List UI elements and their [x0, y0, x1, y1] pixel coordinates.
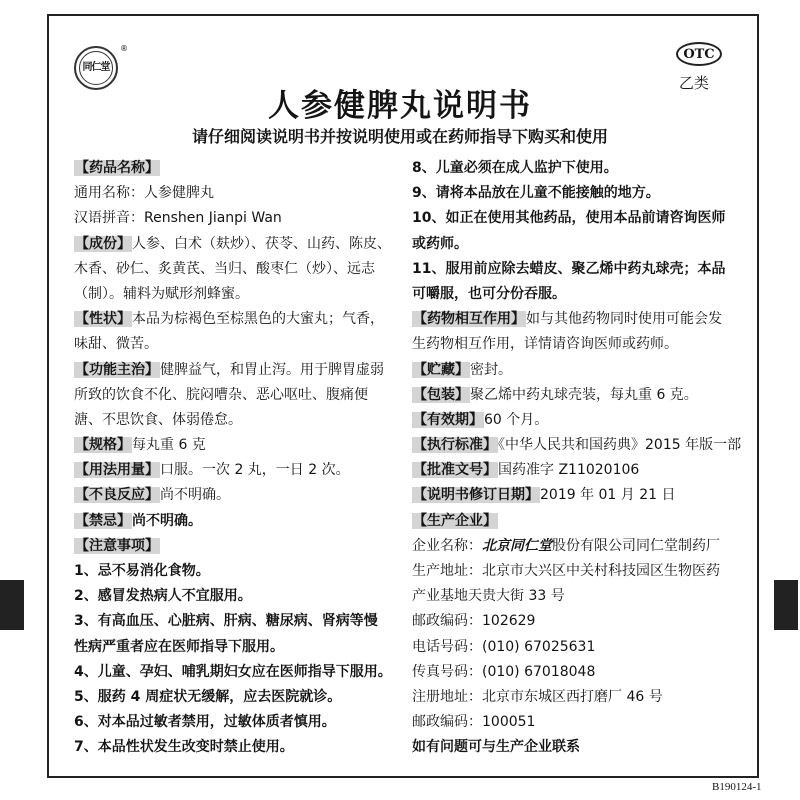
print-code: B190124-1 [712, 781, 762, 793]
label: 企业名称： [412, 537, 482, 554]
heading: 【用法用量】 [75, 462, 159, 479]
left-column [74, 156, 398, 761]
heading: 【贮藏】 [413, 361, 469, 378]
page-title: 人参健脾丸说明书 [268, 88, 532, 124]
label: 生产地址： [412, 563, 482, 579]
precaution-10a: 10、如正在使用其他药品，使用本品前请咨询医师 [412, 210, 726, 227]
right-column [412, 156, 742, 761]
heading: 【规格】 [75, 437, 131, 454]
section-usage [74, 458, 398, 483]
otc-badge: OTC [676, 42, 722, 66]
heading: 【药品名称】 [75, 160, 159, 176]
label: 通用名称： [74, 185, 144, 202]
interactions-line-2: 生药物相互作用，详情请咨询医师或药师。 [412, 336, 678, 353]
section-validity [412, 408, 742, 433]
function-line-3: 溏、不思饮食、体弱倦怠。 [74, 411, 242, 428]
section-ingredients [74, 232, 398, 257]
fax-line [412, 660, 742, 685]
company-name-line [412, 534, 742, 559]
page-subtitle: 请仔细阅读说明书并按说明使用或在药师指导下购买和使用 [191, 127, 608, 146]
heading: 【功能主治】 [75, 361, 159, 378]
text: 口服。一次 2 丸，一日 2 次。 [160, 462, 350, 479]
section-interactions [412, 307, 742, 332]
section-drug-name [74, 156, 398, 181]
registered-address-line [412, 685, 742, 710]
section-properties [74, 307, 398, 332]
heading: 【有效期】 [413, 411, 483, 428]
section-precautions [74, 534, 398, 559]
pinyin-line [74, 206, 398, 231]
section-manufacturer [412, 509, 742, 534]
precaution-6: 6、对本品过敏者禁用，过敏体质者慎用。 [74, 714, 336, 731]
label: 电话号码： [412, 638, 482, 655]
section-function [74, 358, 398, 383]
right-edge-marker [774, 580, 798, 630]
brand-mark: 北京同仁堂 [482, 537, 552, 554]
precaution-7: 7、本品性状发生改变时禁止使用。 [74, 739, 294, 756]
precaution-4: 4、儿童、孕妇、哺乳期妇女应在医师指导下服用。 [74, 663, 392, 680]
logo-text: 同仁堂 [79, 51, 113, 85]
ingredients-line-2: 木香、砂仁、炙黄芪、当归、酸枣仁（炒）、远志 [74, 260, 375, 277]
heading: 【成份】 [75, 235, 131, 252]
generic-name-line [74, 181, 398, 206]
section-spec [74, 433, 398, 458]
text: 尚不明确。 [160, 487, 230, 504]
section-storage [412, 358, 742, 383]
heading: 【性状】 [75, 311, 131, 328]
precaution-9: 9、请将本品放在儿童不能接触的地方。 [412, 185, 660, 202]
production-address-line [412, 559, 742, 584]
heading: 【包装】 [413, 386, 469, 403]
section-approval [412, 458, 742, 483]
phone-line [412, 635, 742, 660]
heading: 【注意事项】 [75, 537, 159, 554]
heading: 【说明书修订日期】 [413, 487, 539, 504]
label: 邮政编码： [412, 714, 482, 731]
label: 注册地址： [412, 688, 482, 705]
value: (010) 67025631 [482, 638, 596, 655]
text: 60 个月。 [484, 411, 549, 428]
text: 本品为棕褐色至棕黑色的大蜜丸；气香， [132, 311, 384, 328]
section-adverse [74, 483, 398, 508]
text: 2019 年 01 月 21 日 [540, 487, 676, 504]
value: 股份有限公司同仁堂制药厂 [552, 537, 720, 554]
label: 邮政编码： [412, 613, 482, 630]
left-edge-marker [0, 580, 24, 630]
value: 人参健脾丸 [144, 185, 214, 202]
heading: 【禁忌】 [75, 512, 131, 529]
precaution-3a: 3、有高血压、心脏病、肝病、糖尿病、肾病等慢 [74, 613, 378, 630]
section-package [412, 383, 742, 408]
production-address-line-2: 产业基地天贵大街 33 号 [412, 588, 565, 605]
heading: 【批准文号】 [413, 462, 497, 479]
section-standard [412, 433, 742, 458]
properties-line-2: 味甜、微苦。 [74, 336, 158, 353]
precaution-11a: 11、服用前应除去蜡皮、聚乙烯中药丸球壳；本品 [412, 260, 726, 277]
section-revision [412, 483, 742, 508]
value: 北京市大兴区中关村科技园区生物医药 [482, 563, 720, 579]
text: 人参、白术（麸炒）、茯苓、山药、陈皮、 [132, 235, 391, 252]
precaution-1: 1、忌不易消化食物。 [74, 563, 210, 579]
text: 《中华人民共和国药典》2015 年版一部 [498, 437, 742, 454]
registered-mark: ® [120, 44, 128, 53]
value: (010) 67018048 [482, 663, 596, 680]
text: 聚乙烯中药丸球壳装，每丸重 6 克。 [470, 386, 698, 403]
text: 尚不明确。 [132, 512, 202, 529]
text: 健脾益气，和胃止泻。用于脾胃虚弱 [160, 361, 384, 378]
value: Renshen Jianpi Wan [144, 210, 282, 227]
label: 汉语拼音： [74, 210, 144, 227]
heading: 【执行标准】 [413, 437, 497, 454]
value: 102629 [482, 613, 536, 630]
precaution-5: 5、服药 4 周症状无缓解，应去医院就诊。 [74, 688, 342, 705]
function-line-2: 所致的饮食不化、脘闷嘈杂、恶心呕吐、腹痛便 [74, 386, 368, 403]
ingredients-line-3: （制）。辅料为赋形剂蜂蜜。 [74, 285, 249, 302]
text: 如与其他药物同时使用可能会发 [526, 311, 722, 328]
otc-class: 乙类 [679, 74, 710, 92]
label: 传真号码： [412, 663, 482, 680]
heading: 【生产企业】 [413, 512, 497, 529]
precaution-2: 2、感冒发热病人不宜服用。 [74, 588, 252, 605]
heading: 【不良反应】 [75, 487, 159, 504]
registered-postcode-line [412, 710, 742, 735]
text: 每丸重 6 克 [132, 437, 206, 454]
value: 100051 [482, 714, 536, 731]
postcode-line [412, 609, 742, 634]
value: 北京市东城区西打磨厂 46 号 [482, 688, 663, 705]
text: 密封。 [470, 361, 512, 378]
precaution-10b: 或药师。 [412, 235, 468, 252]
contact-note: 如有问题可与生产企业联系 [412, 739, 580, 756]
precaution-3b: 性病严重者应在医师指导下服用。 [74, 638, 284, 655]
section-contraindications [74, 509, 398, 534]
precaution-8: 8、儿童必须在成人监护下使用。 [412, 160, 618, 176]
precaution-11b: 可嚼服，也可分份吞服。 [412, 285, 566, 302]
text: 国药准字 Z11020106 [498, 462, 640, 479]
heading: 【药物相互作用】 [413, 311, 525, 328]
